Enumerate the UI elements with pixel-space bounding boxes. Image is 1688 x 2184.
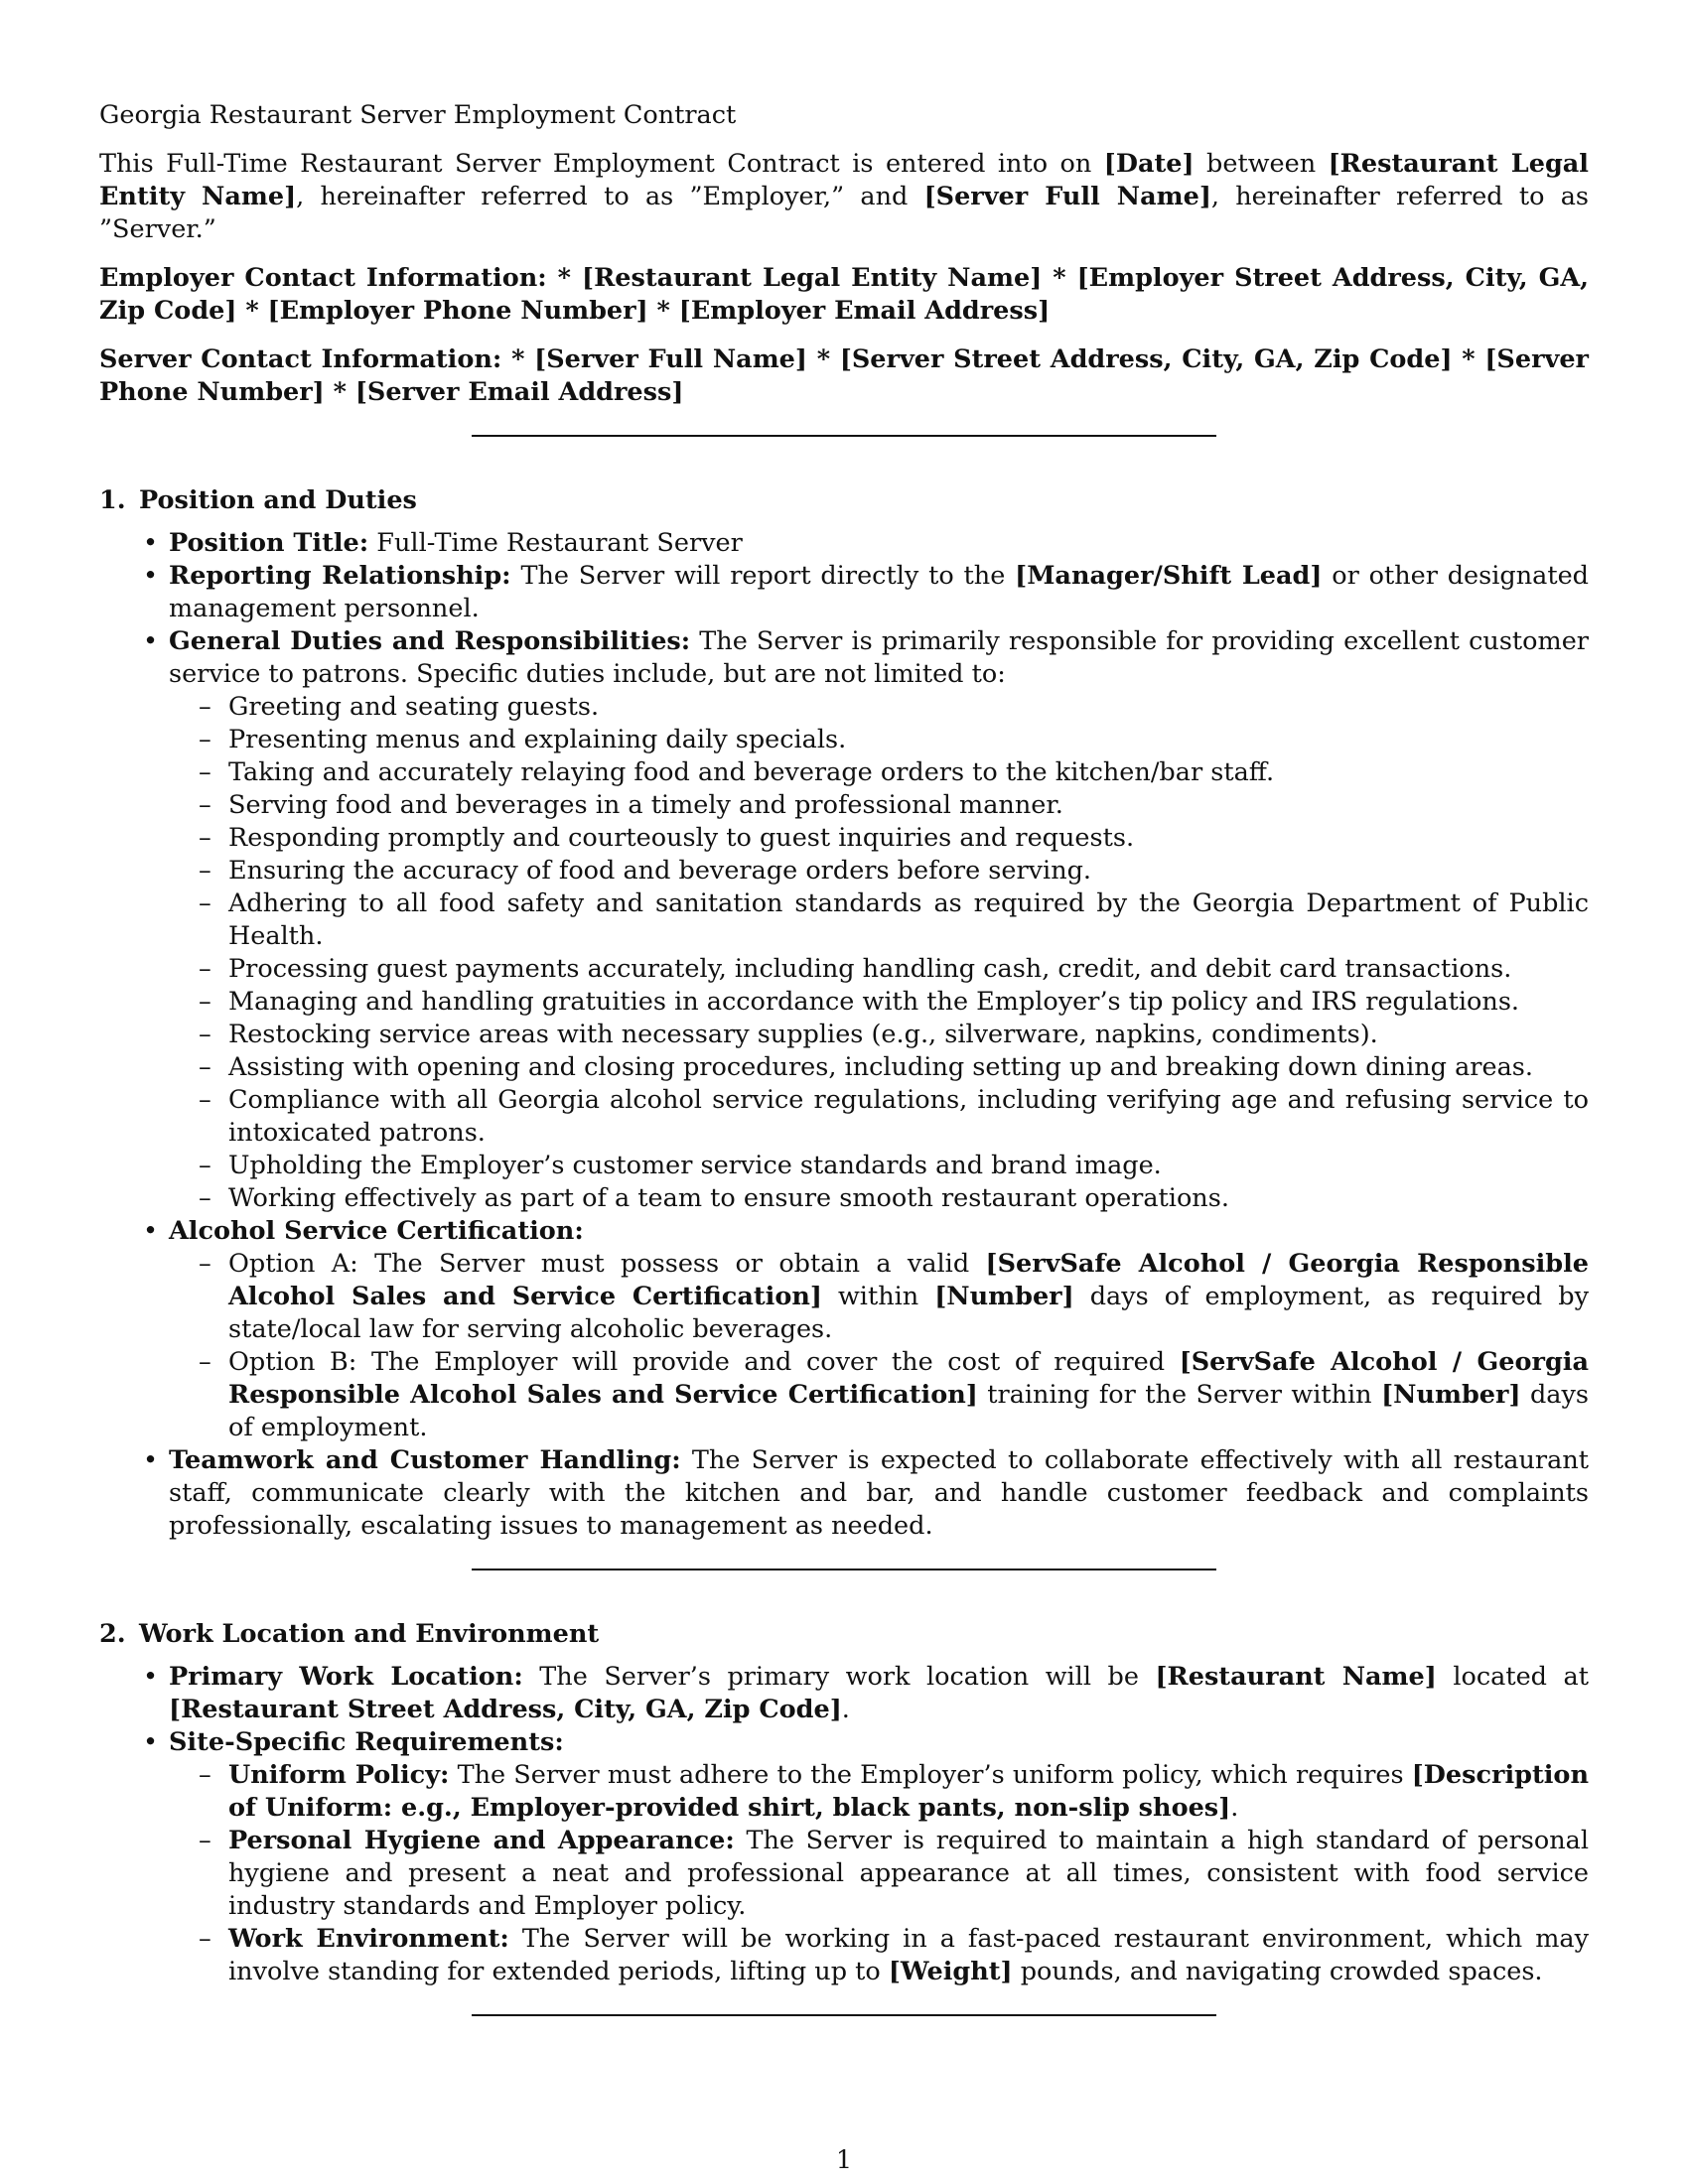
item-label: Alcohol Service Certification: bbox=[169, 1216, 584, 1246]
section-2-list bbox=[99, 1661, 1589, 1988]
server-contact-label: Server Contact Information: bbox=[99, 344, 502, 374]
sub-list-item bbox=[228, 1825, 1589, 1923]
separator: * bbox=[1452, 344, 1485, 374]
section-title: Position and Duties bbox=[139, 485, 417, 515]
item-text: The Server will report directly to the bbox=[510, 561, 1016, 591]
item-label: Teamwork and Customer Handling: bbox=[169, 1445, 681, 1475]
server-address-placeholder: [Server Street Address, City, GA, Zip Code] bbox=[839, 344, 1453, 374]
separator: * bbox=[236, 296, 268, 326]
list-item bbox=[169, 560, 1589, 625]
item-text: within bbox=[821, 1282, 935, 1311]
section-number: 2. bbox=[99, 1619, 126, 1649]
item-label: Position Title: bbox=[169, 528, 369, 558]
section-1-list bbox=[99, 527, 1589, 1543]
weight-placeholder: [Weight] bbox=[888, 1957, 1013, 1986]
certification-placeholder: [ServSafe Alcohol / Georgia Responsible Alcohol Sales and Service Certification] bbox=[228, 1249, 1590, 1311]
intro-text: This Full-Time Restaurant Server Employment Contract is entered into on bbox=[99, 149, 1104, 179]
sub-list-item bbox=[228, 1759, 1589, 1825]
item-text: The Server will be working in a fast-paced restaurant environment, which may involve standing for extended periods, lifting up to bbox=[228, 1924, 1590, 1986]
restaurant-name-placeholder: [Restaurant Name] bbox=[1155, 1662, 1437, 1692]
item-text: . bbox=[841, 1695, 850, 1724]
separator: * bbox=[647, 296, 679, 326]
item-label: Primary Work Location: bbox=[169, 1662, 523, 1692]
item-text: The Server must adhere to the Employer’s uniform policy, which requires bbox=[449, 1760, 1412, 1790]
alcohol-sublist bbox=[169, 1248, 1589, 1444]
duties-sublist bbox=[169, 691, 1589, 1215]
intro-paragraph bbox=[99, 148, 1589, 246]
server-contact-info bbox=[99, 343, 1589, 409]
document-body bbox=[99, 99, 1589, 2016]
section-1-heading bbox=[99, 484, 1589, 517]
uniform-placeholder: [Description of Uniform: e.g., Employer-provided shirt, black pants, non-slip shoes] bbox=[228, 1760, 1589, 1823]
sub-list-item: – Responding promptly and courteously to guest inquiries and requests. bbox=[228, 822, 1589, 855]
document-title: Georgia Restaurant Server Employment Contract bbox=[99, 100, 737, 130]
server-email-placeholder: [Server Email Address] bbox=[354, 377, 684, 407]
sub-list-item: – Taking and accurately relaying food and beverage orders to the kitchen/bar staff. bbox=[228, 756, 1589, 789]
server-fullname-placeholder: [Server Full Name] bbox=[534, 344, 807, 374]
page-number: 1 bbox=[835, 2145, 853, 2175]
item-text: The Server is primarily responsible for providing excellent customer service to patrons. Specific duties include, but are not limited to: bbox=[169, 626, 1589, 689]
restaurant-address-placeholder: [Restaurant Street Address, City, GA, Zip Code] bbox=[169, 1695, 842, 1724]
item-label: General Duties and Responsibilities: bbox=[169, 626, 691, 656]
item-text: The Server is expected to collaborate effectively with all restaurant staff, communicate clearly with the kitchen and bar, and handle customer feedback and complaints professionally, escalating issues to management as needed. bbox=[169, 1445, 1589, 1541]
separator: * bbox=[1042, 263, 1077, 293]
number-placeholder: [Number] bbox=[1381, 1380, 1521, 1410]
list-item bbox=[169, 1661, 1589, 1726]
date-placeholder: [Date] bbox=[1103, 149, 1195, 179]
item-text: pounds, and navigating crowded spaces. bbox=[1012, 1957, 1543, 1986]
sub-list-item: – Assisting with opening and closing procedures, including setting up and breaking down dining areas. bbox=[228, 1051, 1589, 1084]
item-label: Work Environment: bbox=[228, 1924, 509, 1954]
item-text: . bbox=[1230, 1793, 1239, 1823]
list-item bbox=[169, 1726, 1589, 1988]
list-item bbox=[169, 1215, 1589, 1444]
item-text: days of employment, as required by state/local law for serving alcoholic beverages. bbox=[228, 1282, 1589, 1344]
sub-list-item: – Managing and handling gratuities in accordance with the Employer’s tip policy and IRS regulations. bbox=[228, 986, 1589, 1019]
site-requirements-sublist bbox=[169, 1759, 1589, 1988]
item-text: Full-Time Restaurant Server bbox=[368, 528, 743, 558]
item-label: Personal Hygiene and Appearance: bbox=[228, 1826, 735, 1855]
employer-contact-label: Employer Contact Information: bbox=[99, 263, 547, 293]
list-item bbox=[169, 1444, 1589, 1543]
intro-text: between bbox=[1194, 149, 1329, 179]
sub-list-item bbox=[228, 1923, 1589, 1988]
sub-list-item: – Upholding the Employer’s customer service standards and brand image. bbox=[228, 1150, 1589, 1182]
sub-list-item: – Greeting and seating guests. bbox=[228, 691, 1589, 724]
sub-list-item bbox=[228, 1248, 1589, 1346]
intro-text: , hereinafter referred to as ”Employer,” and bbox=[296, 182, 924, 211]
number-placeholder: [Number] bbox=[934, 1282, 1074, 1311]
sub-list-item: – Restocking service areas with necessary supplies (e.g., silverware, napkins, condiments). bbox=[228, 1019, 1589, 1051]
separator: * bbox=[806, 344, 840, 374]
list-item bbox=[169, 625, 1589, 1215]
sub-list-item: – Presenting menus and explaining daily specials. bbox=[228, 724, 1589, 756]
manager-placeholder: [Manager/Shift Lead] bbox=[1015, 561, 1323, 591]
item-text: days of employment. bbox=[228, 1380, 1589, 1442]
list-item bbox=[169, 527, 1589, 560]
sub-list-item bbox=[228, 1346, 1589, 1444]
sub-list-item: – Ensuring the accuracy of food and beverage orders before serving. bbox=[228, 855, 1589, 887]
item-text: The Server’s primary work location will be bbox=[522, 1662, 1156, 1692]
section-number: 1. bbox=[99, 485, 126, 515]
sub-list-item: – Processing guest payments accurately, including handling cash, credit, and debit card transactions. bbox=[228, 953, 1589, 986]
separator: * bbox=[324, 377, 355, 407]
item-text: or other designated management personnel. bbox=[169, 561, 1590, 623]
item-text: training for the Server within bbox=[977, 1380, 1382, 1410]
employer-phone-placeholder: [Employer Phone Number] bbox=[267, 296, 648, 326]
employer-name-placeholder: [Restaurant Legal Entity Name] bbox=[99, 149, 1589, 211]
section-divider bbox=[472, 1569, 1216, 1570]
section-divider bbox=[472, 2014, 1216, 2016]
employer-entity-placeholder: [Restaurant Legal Entity Name] bbox=[582, 263, 1043, 293]
item-text: Option B: The Employer will provide and cover the cost of required bbox=[228, 1347, 1180, 1377]
section-2-heading bbox=[99, 1618, 1589, 1651]
item-text: The Server is required to maintain a high standard of personal hygiene and present a neat and professional appearance at all times, consistent with food service industry standards and Employer policy. bbox=[228, 1826, 1589, 1921]
server-phone-placeholder: [Server Phone Number] bbox=[99, 344, 1589, 407]
sub-list-item: – Working effectively as part of a team to ensure smooth restaurant operations. bbox=[228, 1182, 1589, 1215]
employer-contact-info bbox=[99, 262, 1589, 328]
employer-email-placeholder: [Employer Email Address] bbox=[678, 296, 1051, 326]
sub-list-item: – Compliance with all Georgia alcohol service regulations, including verifying age and refusing service to intoxicated patrons. bbox=[228, 1084, 1589, 1150]
certification-placeholder: [ServSafe Alcohol / Georgia Responsible Alcohol Sales and Service Certification] bbox=[228, 1347, 1589, 1410]
item-text: located at bbox=[1436, 1662, 1589, 1692]
section-title: Work Location and Environment bbox=[139, 1619, 600, 1649]
item-label: Reporting Relationship: bbox=[169, 561, 511, 591]
intro-text: , hereinafter referred to as ”Server.” bbox=[99, 182, 1589, 244]
separator: * bbox=[546, 263, 582, 293]
separator: * bbox=[501, 344, 535, 374]
item-label: Uniform Policy: bbox=[228, 1760, 450, 1790]
sub-list-item: – Serving food and beverages in a timely and professional manner. bbox=[228, 789, 1589, 822]
item-text: Option A: The Server must possess or obtain a valid bbox=[228, 1249, 986, 1279]
server-name-placeholder: [Server Full Name] bbox=[923, 182, 1211, 211]
item-label: Site-Specific Requirements: bbox=[169, 1727, 564, 1757]
section-divider bbox=[472, 435, 1216, 437]
employer-address-placeholder: [Employer Street Address, City, GA, Zip Code] bbox=[99, 263, 1590, 326]
sub-list-item: – Adhering to all food safety and sanitation standards as required by the Georgia Department of Public Health. bbox=[228, 887, 1589, 953]
